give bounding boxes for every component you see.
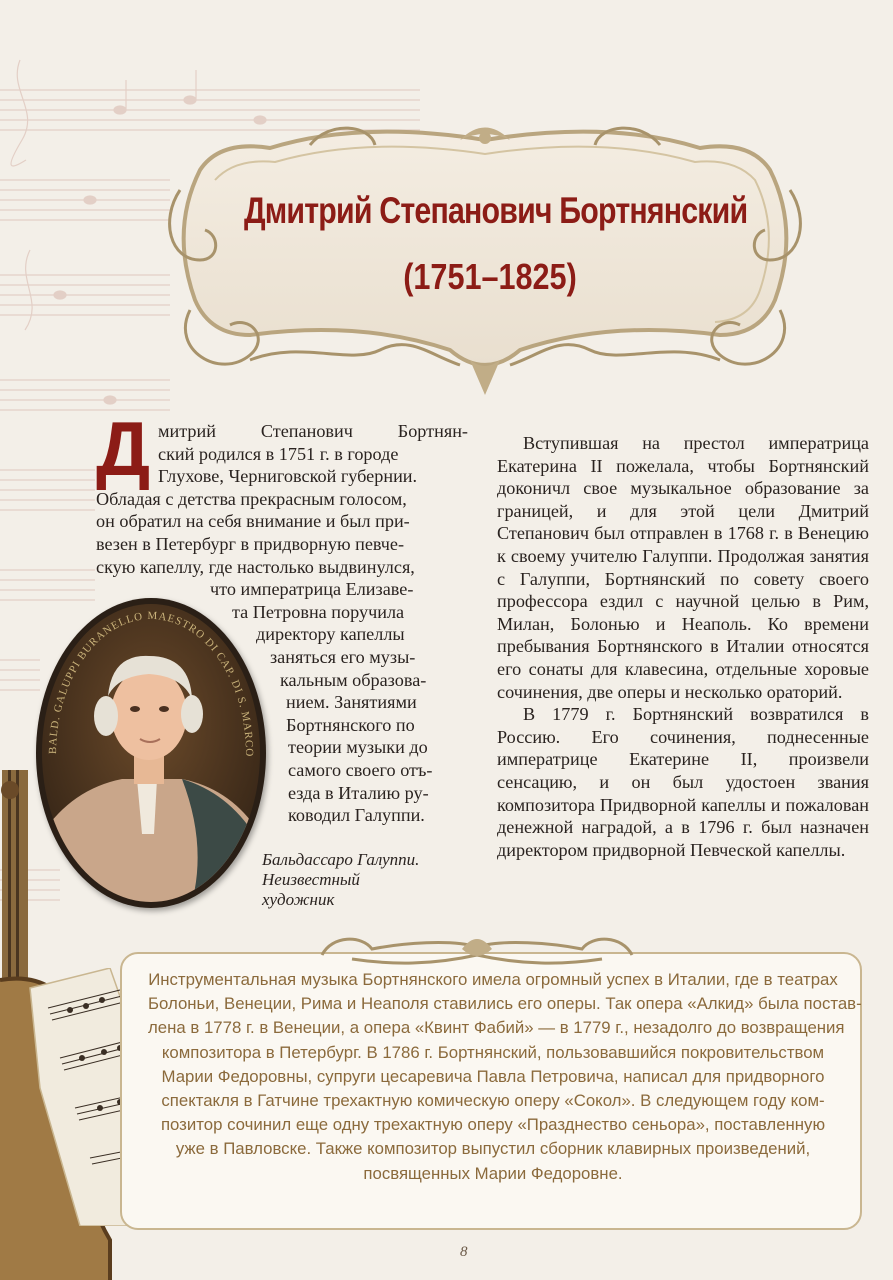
life-years: (1751–1825) <box>403 256 577 297</box>
caption-line: Бальдассаро Галуппи. <box>262 850 420 869</box>
text-line: заняться его музы- <box>270 646 416 667</box>
text-line: кальным образова- <box>280 669 427 690</box>
box-line: уже в Павловске. Также композитор выпустил сборник клавирных произведений, <box>175 1139 811 1159</box>
text-line: езда в Италию ру- <box>288 782 429 803</box>
box-ornament <box>312 925 642 973</box>
text-line: нием. Занятиями <box>286 692 417 713</box>
text-line: теории музыки до <box>288 737 428 758</box>
title-cartouche-ornament <box>160 110 810 400</box>
text-line: та Петровна поручила <box>232 601 405 622</box>
caption-line: Неизвестный <box>262 870 360 889</box>
page-number: 8 <box>460 1244 468 1260</box>
paragraph: В 1779 г. Бортнянский возвратился в Россию. Его сочинения, поднесенные императрице Екатерине II, произвели сенсацию, и он был удостоен звания композитора Придворной капеллы и пожалован денежной наградой, а в 1796 г. был назначен директором придворной Певческой капеллы. <box>497 704 869 860</box>
box-line: Инструментальная музыка Бортнянского имела огромный успех в Италии, где в театрах <box>148 970 838 989</box>
text-line: скую капеллу, где настолько выдвинулся, <box>96 556 415 577</box>
page-title: Дмитрий Степанович Бортнянский <box>244 190 748 231</box>
text-line: Глухове, Черниговской губернии. <box>158 466 418 487</box>
text-line: что императрица Елизаве- <box>210 579 414 600</box>
text-line: Бортнянского по <box>286 714 415 735</box>
article-column-right <box>497 432 869 861</box>
box-line: композитора в Петербург. В 1786 г. Бортнянский, пользовавшийся покровительством <box>161 1042 825 1062</box>
text-line: ководил Галуппи. <box>288 805 425 826</box>
text-line: Обладая с детства прекрасным голосом, <box>96 488 407 509</box>
text-line: самого своего отъ- <box>288 759 433 780</box>
box-line: позитор сочинил еще одну трехактную оперу «Празднество сеньора», поставленную <box>160 1115 826 1135</box>
box-line: лена в 1778 г. в Венеции, а опера «Квинт Фабий» — в 1779 г., незадолго до возвращения <box>148 1018 845 1038</box>
portrait-caption <box>262 850 462 910</box>
portrait-inscription: BALD. GALUPPI BURANELLO MAESTRO DI CAP. DI S. MARCO <box>46 609 256 758</box>
text-line: везен в Петербург в придворную певче- <box>96 533 405 554</box>
box-line: Болоньи, Венеции, Рима и Неаполя ставились его оперы. Так опера «Алкид» была постав- <box>148 994 862 1014</box>
text-line: митрий Степанович Бортнян- <box>158 421 468 441</box>
box-line: посвященных Марии Федоровне. <box>363 1163 623 1183</box>
text-line: директору капеллы <box>256 624 405 645</box>
text-line: ский родился в 1751 г. в городе <box>158 443 399 464</box>
text-line: он обратил на себя внимание и был при- <box>96 511 410 532</box>
drop-cap: Д <box>96 407 151 492</box>
box-line: спектакля в Гатчине трехактную комическую оперу «Сокол». В следующем году ком- <box>161 1091 825 1111</box>
paragraph: Вступившая на престол императрица Екатерина II пожелала, чтобы Бортнянский доконичл свое музыкальное образование за границей, и для этой цели Дмитрий Степанович был отправлен в 1768 г. в Венецию к своему учителю Галуппи. Продолжая занятия с Галуппи, Бортнянский по совету своего профессора ездил с научной целью в Рим, Милан, Болонью и Неаполь. Ко времени пребывания Бортнянского в Италии относятся его сонаты для клавесина, отдельные хоровые сочинения, две оперы и несколько ораторий. <box>497 433 869 702</box>
caption-line: художник <box>262 890 335 909</box>
info-box-text <box>148 968 862 1186</box>
box-line: Марии Федоровны, супруги цесаревича Павла Петровича, написал для придворного <box>161 1066 825 1086</box>
